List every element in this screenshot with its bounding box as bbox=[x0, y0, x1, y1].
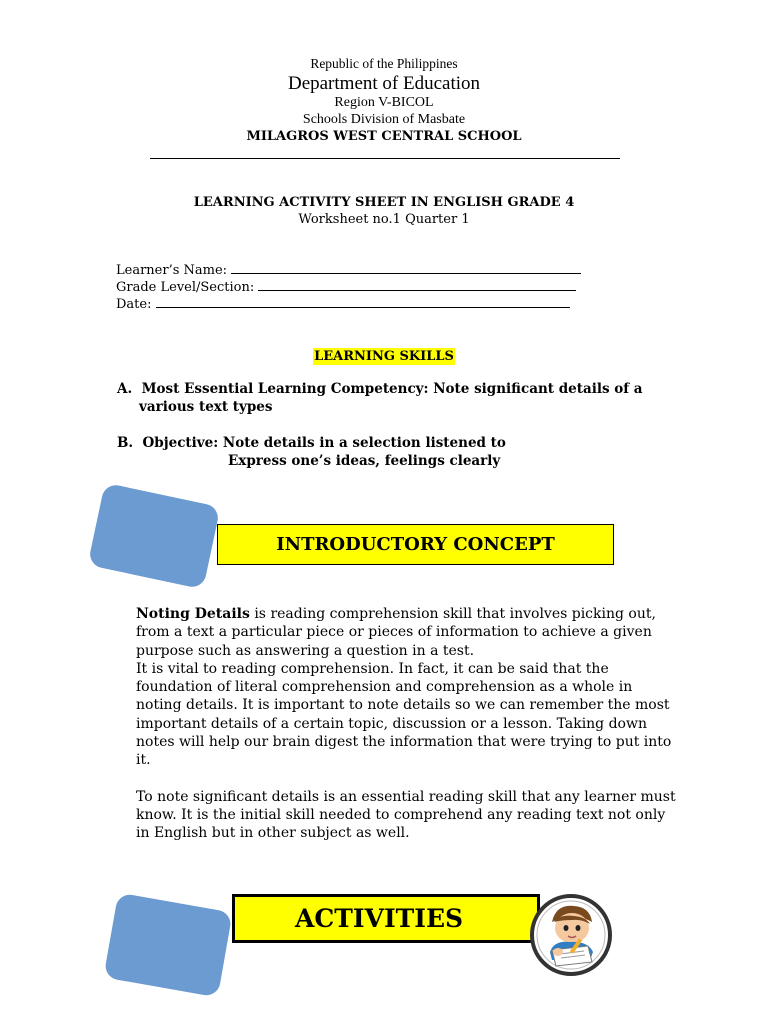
header-department: Department of Education bbox=[287, 73, 481, 94]
intro-body bbox=[136, 605, 676, 843]
intro-p1-text: is reading comprehension skill that involves picking out, from a text a particular piece or pieces of information to achieve a given purpose such as answering a question in a test. bbox=[136, 606, 656, 659]
learning-skills-heading bbox=[0, 345, 768, 364]
grade-section-line[interactable] bbox=[258, 279, 576, 291]
skill-b-line1: Objective: Note details in a selection listened to bbox=[142, 435, 506, 451]
intro-paragraph-2: It is vital to reading comprehension. In fact, it can be said that the foundation of literal comprehension and comprehension as a whole in noting details. It is important to note details so we can remember the most important details of a certain topic, discussion or a lesson. Taking down notes will help our brain digest the information that were trying to put into it. bbox=[136, 660, 672, 769]
learner-name-label: Learner’s Name: bbox=[116, 263, 228, 278]
sheet-subtitle: Worksheet no.1 Quarter 1 bbox=[298, 212, 470, 227]
grade-section-field[interactable] bbox=[116, 279, 576, 295]
introductory-concept-title: INTRODUCTORY CONCEPT bbox=[276, 534, 555, 555]
learning-skills-label: LEARNING SKILLS bbox=[314, 349, 454, 364]
grade-section-label: Grade Level/Section: bbox=[116, 280, 255, 295]
header-divider bbox=[150, 158, 620, 159]
header-school: MILAGROS WEST CENTRAL SCHOOL bbox=[246, 129, 522, 144]
date-field[interactable] bbox=[116, 296, 570, 312]
skill-b-line2: Express one’s ideas, feelings clearly bbox=[228, 453, 501, 469]
date-line[interactable] bbox=[156, 296, 570, 308]
intro-paragraph-3: To note significant details is an essential reading skill that any learner must know. It is the initial skill needed to comprehend any reading text not only in English but in other subject as well. bbox=[136, 788, 676, 842]
intro-term: Noting Details bbox=[136, 606, 250, 622]
skill-a-marker: A. bbox=[117, 381, 133, 397]
learner-name-line[interactable] bbox=[231, 262, 581, 274]
activities-banner bbox=[232, 894, 540, 943]
header-region: Region V-BICOL bbox=[334, 95, 434, 110]
header-republic: Republic of the Philippines bbox=[310, 56, 458, 71]
date-label: Date: bbox=[116, 297, 152, 312]
student-writing-icon bbox=[530, 892, 612, 978]
activities-title: ACTIVITIES bbox=[295, 904, 464, 933]
decorative-blue-card bbox=[88, 483, 221, 590]
skill-item-b bbox=[117, 434, 677, 470]
learner-name-field[interactable] bbox=[116, 262, 581, 278]
intro-paragraph-1 bbox=[136, 605, 676, 660]
header-division: Schools Division of Masbate bbox=[302, 112, 466, 127]
decorative-blue-card bbox=[103, 893, 232, 998]
introductory-concept-banner bbox=[217, 524, 614, 565]
skill-a-line1: Most Essential Learning Competency: Note significant details of a bbox=[141, 381, 643, 397]
skill-item-a bbox=[117, 380, 677, 416]
skill-a-line2: various text types bbox=[139, 399, 273, 415]
sheet-title: LEARNING ACTIVITY SHEET IN ENGLISH GRADE 4 bbox=[193, 195, 575, 210]
skill-b-marker: B. bbox=[117, 435, 134, 451]
